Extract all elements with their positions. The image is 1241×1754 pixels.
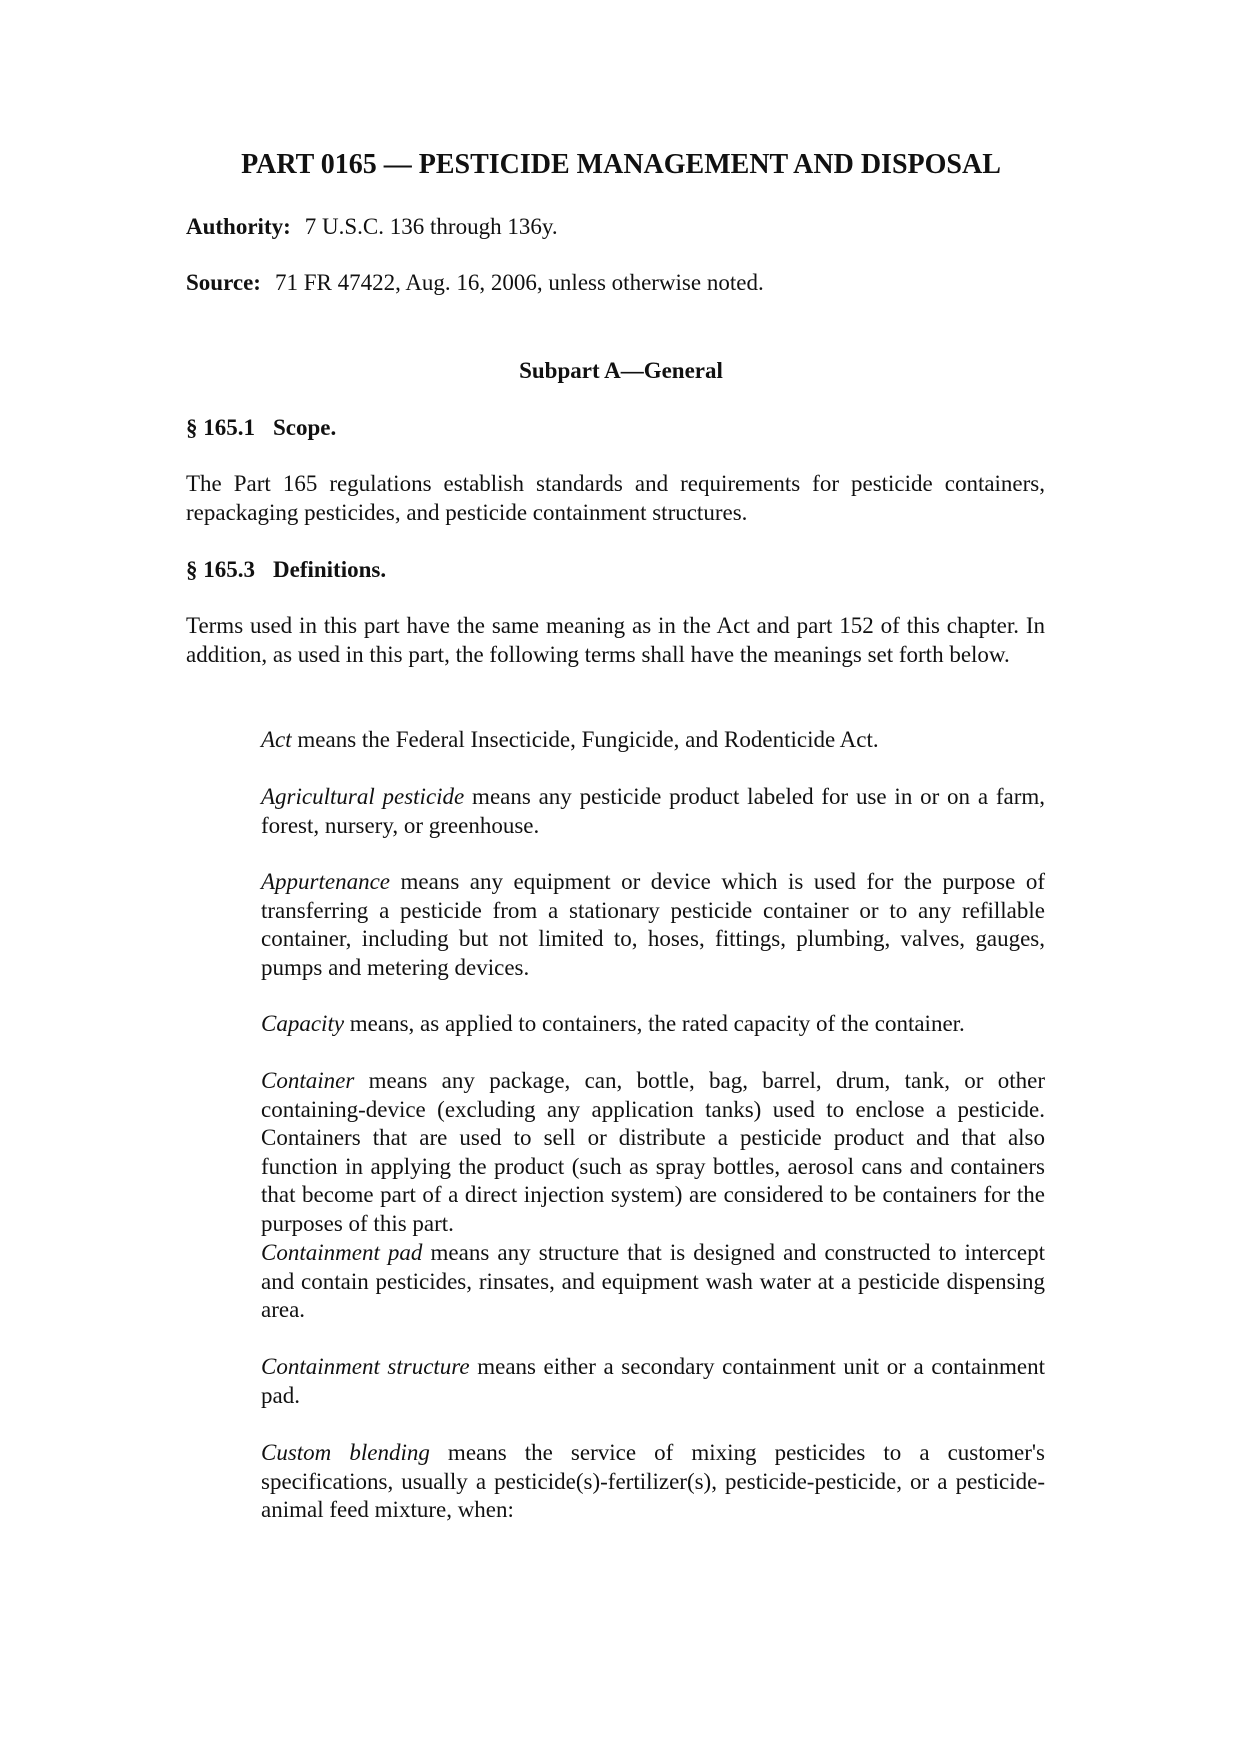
authority-line — [186, 212, 558, 241]
definition-text: means the Federal Insecticide, Fungicide, and Rodenticide Act. — [291, 727, 879, 752]
definition-text: means any package, can, bottle, bag, barrel, drum, tank, or other containing-device (excluding any application tanks) used to enclose a pesticide. Containers that are used to sell or distribute a pesticide product and that also function in applying the product (such as spray bottles, aerosol cans and containers that become part of a direct injection system) are considered to be containers for the purposes of this part. — [261, 1068, 1045, 1236]
definition-container — [261, 1067, 1045, 1239]
definition-containment-pad — [261, 1239, 1045, 1325]
section-title: Scope. — [273, 415, 337, 440]
definition-term: Containment structure — [261, 1354, 470, 1379]
part-title: PART 0165 — PESTICIDE MANAGEMENT AND DISPOSAL — [241, 149, 1001, 180]
definition-custom-blending — [261, 1439, 1045, 1525]
definition-text: means the service of mixing pesticides to a customer's specifications, usually a pesticide(s)-fertilizer(s), pesticide-pesticide, or a pesticide-animal feed mixture, when: — [261, 1440, 1046, 1523]
definition-appurtenance — [261, 868, 1045, 982]
definition-text: means any structure that is designed and constructed to intercept and contain pesticides, rinsates, and equipment wash water at a pesticide dispensing area. — [261, 1240, 1045, 1323]
definition-term: Capacity — [261, 1011, 345, 1036]
definition-act — [261, 726, 1045, 755]
source-line — [186, 268, 764, 297]
source-text: 71 FR 47422, Aug. 16, 2006, unless otherwise noted. — [274, 270, 764, 295]
authority-text: 7 U.S.C. 136 through 136y. — [304, 214, 558, 239]
definition-capacity — [261, 1010, 1045, 1039]
definition-term: Container — [261, 1068, 355, 1093]
section-heading-definitions — [186, 555, 386, 584]
definition-containment-structure — [261, 1353, 1045, 1410]
definition-text: means, as applied to containers, the rated capacity of the container. — [344, 1011, 965, 1036]
section-heading-scope — [186, 413, 336, 442]
definition-term: Containment pad — [261, 1240, 423, 1265]
definition-text: means any pesticide product labeled for use in or on a farm, forest, nursery, or greenhouse. — [261, 784, 1046, 838]
definition-text: means either a secondary containment unit or a containment pad. — [261, 1354, 1046, 1408]
subpart-heading: Subpart A—General — [519, 358, 723, 383]
definition-term: Custom blending — [261, 1440, 430, 1465]
authority-label: Authority: — [186, 214, 291, 239]
source-label: Source: — [186, 270, 261, 295]
definition-text: means any equipment or device which is used for the purpose of transferring a pesticide from a stationary pesticide container or to any refillable container, including but not limited to, hoses, fittings, plumbing, valves, gauges, pumps and metering devices. — [261, 869, 1045, 980]
definition-term: Act — [261, 727, 292, 752]
definitions-intro-paragraph: Terms used in this part have the same meaning as in the Act and part 152 of this chapter. In addition, as used in this part, the following terms shall have the meanings set forth below. — [186, 613, 1045, 667]
section-number: § 165.1 — [186, 415, 255, 440]
scope-paragraph: The Part 165 regulations establish standards and requirements for pesticide containers, repackaging pesticides, and pesticide containment structures. — [186, 471, 1045, 525]
section-title: Definitions. — [273, 557, 387, 582]
definition-term: Agricultural pesticide — [261, 784, 465, 809]
section-number: § 165.3 — [186, 557, 255, 582]
definition-term: Appurtenance — [261, 869, 391, 894]
definition-agricultural-pesticide — [261, 783, 1045, 840]
